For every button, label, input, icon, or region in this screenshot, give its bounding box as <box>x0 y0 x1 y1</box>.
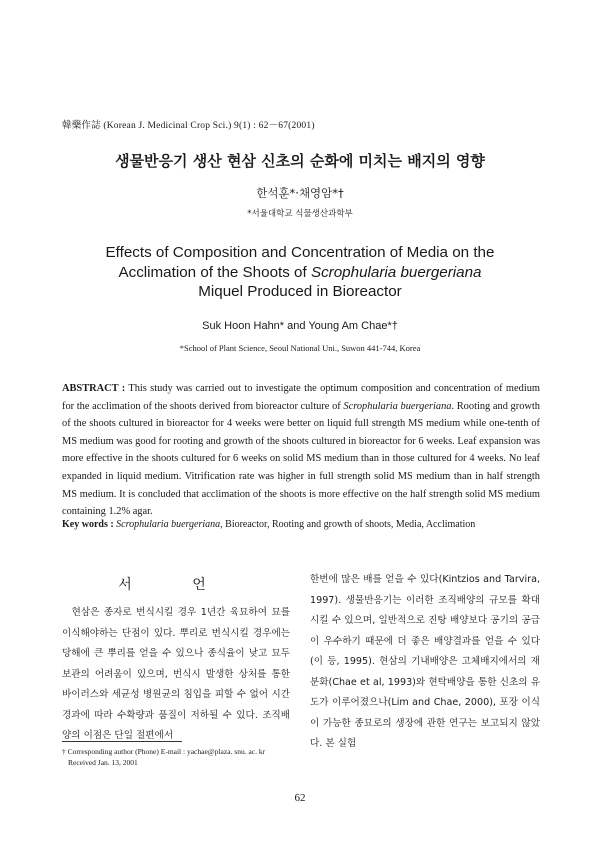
footnotes <box>62 746 265 768</box>
english-authors: Suk Hoon Hahn* and Young Am Chae*† <box>202 320 398 332</box>
keywords-label: Key words : <box>62 519 114 530</box>
english-title-line-1: Effects of Composition and Concentration of Media on the <box>105 244 495 261</box>
korean-title: 생물반응기 생산 현삼 신초의 순화에 미치는 배지의 영향 <box>115 152 485 170</box>
english-title <box>70 243 530 302</box>
abstract-text-2: . Rooting and growth of the shoots cultured in bioreactor for 4 weeks were better on liquid full strength MS medium while one-tenth of MS medium was good for rooting and growth of the shoots cultured in bioreactor for 6 weeks. Leaf expansion was more effective in the shoots cultured for 6 weeks on solid MS medium than in those cultured for 4 weeks. No leaf expanded in liquid medium. Vitrification rate was higher in full strength solid MS medium than in half strength MS medium. It is concluded that acclimation of the shoots is more effective on the half strength solid MS medium containing 1.2% agar. <box>62 400 540 518</box>
abstract-text-1: This study was carried out to investigate the optimum composition and concentration of medium for the acclimation of the shoots derived from bioreactor culture of <box>62 383 540 412</box>
footnote-received-date: Received Jan. 13, 2001 <box>68 758 138 767</box>
body-text-left-column: 현삼은 종자로 번식시킬 경우 1년간 육묘하여 묘를 이식해야하는 단점이 있다. 뿌리로 번식시킬 경우에는 당해에 큰 뿌리를 얻을 수 있으나 종식율이 낮고 묘두 보관의 어려움이 있으며, 번식시 발생한 상처를 통한 바이러스와 세균성 병원균의 침입을 피할 수 없어 시간 경과에 따라 수확량과 품질이 저하될 수 있다. 조직배양의 이점은 단일 절편에서 <box>62 607 290 741</box>
keywords-species: Scrophularia buergeriana, <box>116 519 223 530</box>
keywords-rest: Bioreactor, Rooting and growth of shoots, Media, Acclimation <box>222 519 476 530</box>
abstract-label: ABSTRACT : <box>62 383 126 394</box>
korean-authors: 한석훈*·채영암*† <box>256 186 344 200</box>
page-number: 62 <box>294 792 306 804</box>
korean-affiliation: *서울대학교 식물생산과학부 <box>247 209 353 219</box>
section-heading-introduction: 서 언 <box>118 577 234 593</box>
english-title-line-2-prefix: Acclimation of the Shoots of <box>118 263 311 281</box>
english-title-line-2 <box>70 263 530 283</box>
journal-citation: 韓藥作誌 (Korean J. Medicinal Crop Sci.) 9(1) : 62－67(2001) <box>62 121 315 131</box>
footnote-divider <box>62 741 182 742</box>
english-title-species: Scrophularia buergeriana <box>310 263 482 281</box>
abstract <box>62 380 540 521</box>
english-title-line-3: Miquel Produced in Bioreactor <box>198 283 402 300</box>
body-text-right-column: 한번에 많은 배를 얻을 수 있다(Kintzios and Tarvira, 1997). 생물반응기는 이러한 조직배양의 규모를 확대시킬 수 있으며, 일반적으로 진탕 배양보다 공기의 공급이 우수하기 때문에 더 좋은 배양결과를 얻을 수 있다(이 등, 1995). 현삼의 기내배양은 고체배지에서의 재분화(Chae et al, 1993)와 현탁배양을 통한 신초의 유도가 이루어졌으나(Lim and Chae, 2000), 포장 이식이 가능한 종묘로의 생장에 관한 연구는 보고되지 않았다. 본 실험 <box>310 574 540 749</box>
english-affiliation: *School of Plant Science, Seoul National Uni., Suwon 441-744, Korea <box>179 343 421 353</box>
keywords <box>62 519 540 530</box>
footnote-corresponding-author: † Corresponding author (Phone) E-mail : yachae@plaza. snu. ac. kr <box>62 747 266 756</box>
abstract-species: Scrophularia buergeriana <box>343 400 452 412</box>
